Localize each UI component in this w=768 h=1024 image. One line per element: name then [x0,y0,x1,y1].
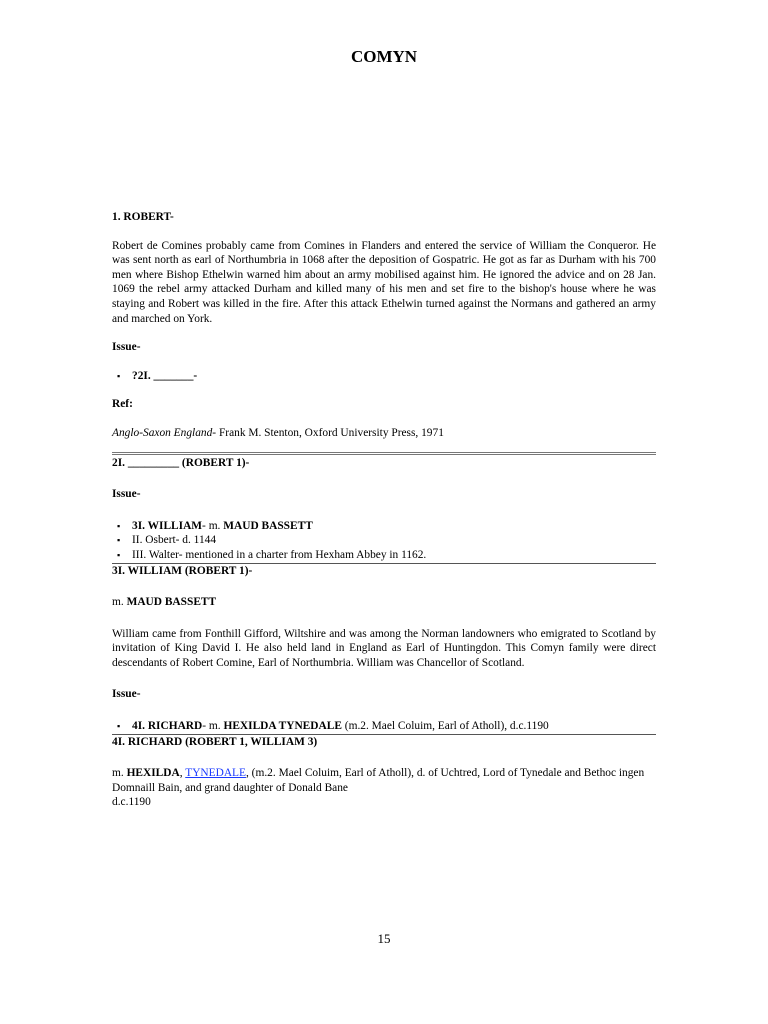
list-item: ▪ 3I. WILLIAM- m. MAUD BASSETT [112,519,656,534]
list-item: ▪ II. Osbert- d. 1144 [112,533,656,548]
ref-label: Ref: [112,398,133,411]
reference-title: Anglo-Saxon England [112,426,213,439]
issue-list [112,719,656,734]
issue-label: Issue- [112,488,141,501]
page-title: COMYN [350,47,418,66]
reference: Anglo-Saxon England- Frank M. Stenton, Oxford University Press, 1971 [112,426,444,439]
section-heading-2i: 2I. _________ (ROBERT 1)- [112,456,250,469]
document-content [112,210,656,810]
issue-label: Issue- [112,341,141,354]
page-number: 15 [377,931,391,946]
robert-biography: Robert de Comines probably came from Comines in Flanders and entered the service of William the Conqueror. He was sent north as earl of Northumbria in 1068 after the deposition of Gospatric. He got as far as Durham with his 700 men where Bishop Ethelwin warned him about an army mobilised against him. He ignored the advice and on 28 Jan. 1069 the rebel army attacked Durham and killed many of his men and set fire to the bishop's house where he was staying and Robert was killed in the fire. After this attack Ethelwin turned against the Normans and gathered an army and marched on York. [112,239,656,325]
list-item: ▪ ?2I. _______- [112,369,656,384]
list-item: ▪ III. Walter- mentioned in a charter from Hexham Abbey in 1162. [112,548,656,563]
section-heading-william: 3I. WILLIAM (ROBERT 1)- [112,564,253,577]
list-item: ▪ 4I. RICHARD- m. HEXILDA TYNEDALE (m.2. Mael Coluim, Earl of Atholl), d.c.1190 [112,719,656,734]
section-divider [112,452,656,455]
issue-list [112,519,656,563]
section-heading-richard: 4I. RICHARD (ROBERT 1, WILLIAM 3) [112,735,318,748]
tynedale-link[interactable]: TYNEDALE [185,767,246,780]
issue-list [112,369,656,384]
marriage-line: m. MAUD BASSETT [112,596,217,609]
section-heading-robert: 1. ROBERT- [112,211,174,223]
william-biography: William came from Fonthill Gifford, Wiltshire and was among the Norman landowners who emigrated to Scotland by invitation of King David I. He also held land in England as Earl of Huntingdon. This Comyn family were direct descendants of Robert Comine, Earl of Northumbria. William was Chancellor of Scotland. [112,627,656,669]
marriage-line: m. HEXILDA, TYNEDALE, (m.2. Mael Coluim, Earl of Atholl), d. of Uchtred, Lord of Tynedale and Bethoc ingen Domnaill Bain, and grand daughter of Donald Bane [112,767,645,794]
death-line: d.c.1190 [112,796,151,809]
issue-label: Issue- [112,688,141,701]
